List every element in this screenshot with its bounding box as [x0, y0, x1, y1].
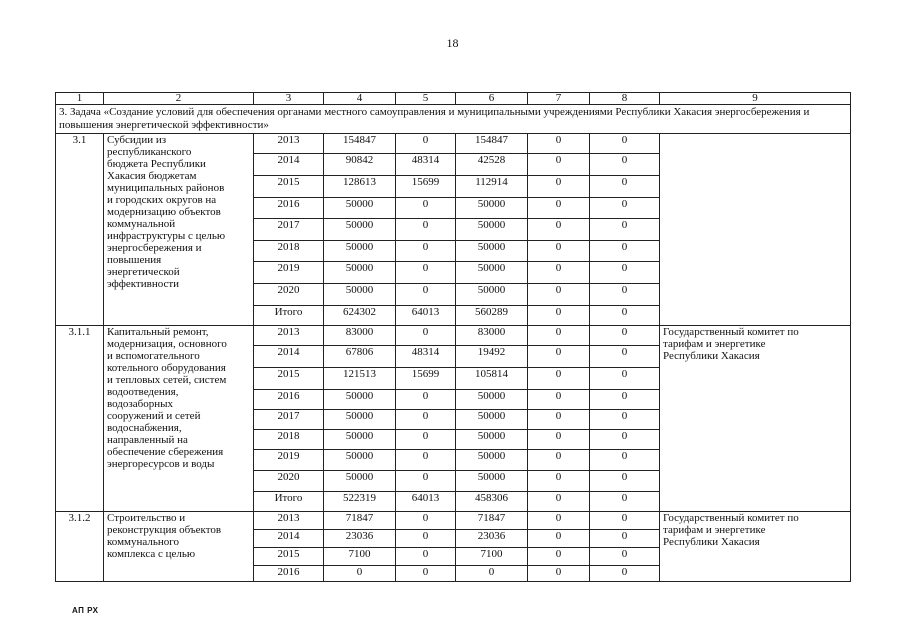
value-cell: 64013 [396, 306, 456, 326]
value-cell: 0 [396, 198, 456, 219]
value-cell: 0 [396, 241, 456, 262]
column-number: 4 [324, 93, 396, 105]
value-cell: 0 [528, 134, 590, 154]
value-cell: 50000 [324, 241, 396, 262]
value-cell: 0 [396, 134, 456, 154]
value-cell: 0 [590, 176, 660, 198]
value-cell: 50000 [456, 450, 528, 471]
value-cell: 0 [590, 306, 660, 326]
value-cell: 83000 [324, 326, 396, 346]
value-cell: 0 [590, 566, 660, 582]
value-cell: 83000 [456, 326, 528, 346]
year-cell: 2017 [254, 410, 324, 430]
value-cell: 0 [396, 430, 456, 450]
value-cell: 15699 [396, 368, 456, 390]
value-cell: 522319 [324, 492, 396, 512]
value-cell: 0 [528, 368, 590, 390]
value-cell: 0 [396, 530, 456, 548]
year-cell: Итого [254, 306, 324, 326]
year-cell: 2016 [254, 198, 324, 219]
value-cell: 50000 [324, 430, 396, 450]
value-cell: 48314 [396, 154, 456, 176]
value-cell: 15699 [396, 176, 456, 198]
value-cell: 0 [590, 198, 660, 219]
value-cell: 0 [456, 566, 528, 582]
value-cell: 0 [528, 450, 590, 471]
year-cell: 2019 [254, 450, 324, 471]
value-cell: 0 [528, 219, 590, 241]
column-number: 8 [590, 93, 660, 105]
value-cell: 0 [590, 430, 660, 450]
value-cell: 64013 [396, 492, 456, 512]
value-cell: 0 [396, 284, 456, 306]
value-cell: 0 [528, 326, 590, 346]
value-cell: 0 [396, 390, 456, 410]
value-cell: 0 [528, 198, 590, 219]
value-cell: 154847 [324, 134, 396, 154]
value-cell: 50000 [456, 410, 528, 430]
value-cell: 23036 [324, 530, 396, 548]
value-cell: 42528 [456, 154, 528, 176]
year-cell: 2020 [254, 471, 324, 492]
year-cell: 2018 [254, 430, 324, 450]
year-cell: 2016 [254, 390, 324, 410]
value-cell: 0 [324, 566, 396, 582]
year-cell: Итого [254, 492, 324, 512]
value-cell: 0 [528, 154, 590, 176]
value-cell: 50000 [456, 471, 528, 492]
value-cell: 0 [528, 512, 590, 530]
year-cell: 2017 [254, 219, 324, 241]
value-cell: 0 [528, 346, 590, 368]
year-cell: 2020 [254, 284, 324, 306]
year-cell: 2015 [254, 548, 324, 566]
footer-mark: АП РХ [72, 606, 99, 615]
value-cell: 50000 [324, 390, 396, 410]
value-cell: 71847 [456, 512, 528, 530]
value-cell: 0 [528, 410, 590, 430]
column-number: 6 [456, 93, 528, 105]
year-cell: 2014 [254, 346, 324, 368]
activity-description: Капитальный ремонт, модернизация, основного и вспомогательного котельного оборудования и тепловых сетей, систем водоотведения, водозаборных сооружений и сетей водоснабжения, направленный на обеспечение сбережения энергоресурсов и воды [104, 326, 254, 512]
row-id: 3.1 [56, 134, 104, 326]
year-cell: 2013 [254, 512, 324, 530]
value-cell: 0 [590, 450, 660, 471]
value-cell: 0 [590, 219, 660, 241]
responsible-agency: Государственный комитет по тарифам и энергетике Республики Хакасия [660, 512, 851, 582]
value-cell: 7100 [456, 548, 528, 566]
column-number: 5 [396, 93, 456, 105]
value-cell: 48314 [396, 346, 456, 368]
row-id: 3.1.1 [56, 326, 104, 512]
value-cell: 0 [528, 430, 590, 450]
value-cell: 50000 [456, 284, 528, 306]
value-cell: 0 [590, 471, 660, 492]
value-cell: 0 [528, 262, 590, 284]
year-cell: 2014 [254, 154, 324, 176]
value-cell: 0 [396, 471, 456, 492]
value-cell: 0 [528, 176, 590, 198]
value-cell: 0 [590, 548, 660, 566]
value-cell: 71847 [324, 512, 396, 530]
year-cell: 2013 [254, 134, 324, 154]
table-row [56, 512, 851, 530]
value-cell: 0 [528, 548, 590, 566]
year-cell: 2014 [254, 530, 324, 548]
column-number: 7 [528, 93, 590, 105]
value-cell: 0 [396, 512, 456, 530]
task-title: 3. Задача «Создание условий для обеспечения органами местного самоуправления и муниципальными учреждениями Республики Хакасия энергосбережения и повышения энергетической эффективности» [56, 105, 851, 134]
value-cell: 0 [396, 219, 456, 241]
value-cell: 0 [590, 154, 660, 176]
value-cell: 0 [590, 410, 660, 430]
value-cell: 50000 [324, 198, 396, 219]
year-cell: 2015 [254, 176, 324, 198]
column-number-row [56, 93, 851, 105]
value-cell: 0 [590, 134, 660, 154]
value-cell: 0 [528, 306, 590, 326]
value-cell: 154847 [456, 134, 528, 154]
year-cell: 2015 [254, 368, 324, 390]
value-cell: 0 [396, 548, 456, 566]
value-cell: 0 [396, 450, 456, 471]
value-cell: 50000 [456, 198, 528, 219]
value-cell: 0 [528, 530, 590, 548]
activity-description: Строительство и реконструкция объектов коммунального комплекса с целью [104, 512, 254, 582]
value-cell: 50000 [324, 410, 396, 430]
value-cell: 50000 [456, 262, 528, 284]
value-cell: 0 [590, 390, 660, 410]
value-cell: 0 [528, 284, 590, 306]
value-cell: 67806 [324, 346, 396, 368]
column-number: 9 [660, 93, 851, 105]
value-cell: 458306 [456, 492, 528, 512]
value-cell: 0 [528, 390, 590, 410]
value-cell: 0 [396, 326, 456, 346]
value-cell: 128613 [324, 176, 396, 198]
value-cell: 0 [528, 566, 590, 582]
year-cell: 2018 [254, 241, 324, 262]
table-row [56, 326, 851, 346]
value-cell: 0 [590, 530, 660, 548]
value-cell: 50000 [324, 219, 396, 241]
activity-description: Субсидии из республиканского бюджета Республики Хакасия бюджетам муниципальных районов и городских округов на модернизацию объектов коммунальной инфраструктуры с целью энергосбережения и повышения энергетической эффективности [104, 134, 254, 326]
value-cell: 23036 [456, 530, 528, 548]
year-cell: 2016 [254, 566, 324, 582]
value-cell: 0 [528, 241, 590, 262]
value-cell: 0 [590, 368, 660, 390]
value-cell: 0 [590, 346, 660, 368]
value-cell: 0 [590, 284, 660, 306]
value-cell: 50000 [324, 450, 396, 471]
value-cell: 50000 [324, 284, 396, 306]
value-cell: 0 [528, 492, 590, 512]
value-cell: 50000 [456, 430, 528, 450]
value-cell: 7100 [324, 548, 396, 566]
value-cell: 624302 [324, 306, 396, 326]
value-cell: 0 [590, 492, 660, 512]
value-cell: 105814 [456, 368, 528, 390]
year-cell: 2019 [254, 262, 324, 284]
column-number: 2 [104, 93, 254, 105]
value-cell: 50000 [456, 390, 528, 410]
value-cell: 0 [590, 512, 660, 530]
value-cell: 50000 [456, 219, 528, 241]
task-row [56, 105, 851, 134]
table-row [56, 134, 851, 154]
value-cell: 0 [396, 262, 456, 284]
year-cell: 2013 [254, 326, 324, 346]
value-cell: 50000 [324, 471, 396, 492]
value-cell: 0 [396, 566, 456, 582]
column-number: 1 [56, 93, 104, 105]
responsible-agency: Государственный комитет по тарифам и энергетике Республики Хакасия [660, 326, 851, 512]
page-number: 18 [446, 36, 459, 50]
column-number: 3 [254, 93, 324, 105]
value-cell: 90842 [324, 154, 396, 176]
value-cell: 19492 [456, 346, 528, 368]
value-cell: 112914 [456, 176, 528, 198]
value-cell: 560289 [456, 306, 528, 326]
program-table [55, 92, 851, 582]
value-cell: 0 [590, 326, 660, 346]
value-cell: 0 [590, 241, 660, 262]
value-cell: 121513 [324, 368, 396, 390]
value-cell: 0 [590, 262, 660, 284]
row-id: 3.1.2 [56, 512, 104, 582]
value-cell: 0 [528, 471, 590, 492]
value-cell: 50000 [456, 241, 528, 262]
value-cell: 0 [396, 410, 456, 430]
responsible-agency [660, 134, 851, 326]
value-cell: 50000 [324, 262, 396, 284]
